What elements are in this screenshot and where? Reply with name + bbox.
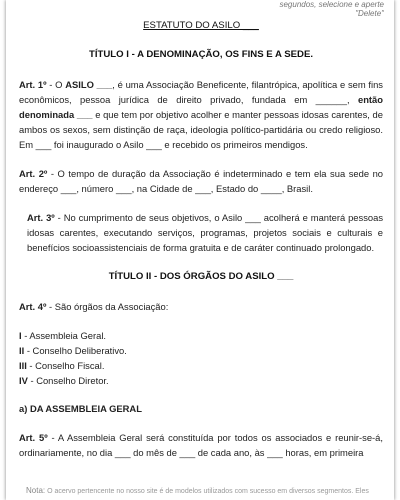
list-item: IV - Conselho Diretor. (19, 375, 109, 386)
article-5-label: Art. 5º (19, 432, 48, 443)
document-content (19, 18, 383, 474)
article-5: Art. 5º - A Assembleia Geral será constituída por todos os associados e reunir-se-á, ordinariamente, no dia ___ do mês de ___ de cada ano, às ___ horas, em primeira (19, 432, 383, 458)
subsection-assembleia: a) DA ASSEMBLEIA GERAL (19, 403, 142, 414)
article-3-label: Art. 3º (27, 212, 55, 223)
organs-list (19, 328, 383, 388)
former-name: então denominada ___ (19, 94, 383, 120)
article-1-label: Art. 1º (19, 79, 47, 90)
asilo-name: ASILO ___ (65, 79, 113, 90)
document-title: ESTATUTO DO ASILO ___ (143, 20, 259, 31)
document-page (6, 0, 394, 500)
list-item: III - Conselho Fiscal. (19, 360, 105, 371)
tooltip-line-2: "Delete" (355, 9, 384, 16)
article-4: Art. 4º - São órgãos da Associação: (19, 301, 169, 312)
tooltip-line-1: segundos, selecione e aperte (279, 0, 384, 9)
article-2: Art. 2º - O tempo de duração da Associação é indeterminado e tem ela sua sede no endereço ___, número ___, na Cidade de ___, Estado do ____, Brasil. (19, 168, 384, 194)
article-4-label: Art. 4º (19, 301, 47, 312)
section-title-1: TÍTULO I - A DENOMINAÇÃO, OS FINS E A SEDE. (88, 49, 314, 60)
section-title-2: TÍTULO II - DOS ÓRGÃOS DO ASILO ___ (108, 271, 294, 282)
footer-note: Nota: O acervo pertencente no nosso site é de modelos utilizados com sucesso em diversos segmentos. Eles (26, 486, 369, 495)
article-2-label: Art. 2º (19, 168, 48, 179)
list-item: II - Conselho Deliberativo. (19, 345, 127, 356)
list-item: I - Assembleia Geral. (19, 330, 107, 341)
delete-hint-tooltip (254, 0, 384, 16)
article-1: Art. 1º - O ASILO ___, é uma Associação Beneficente, filantrópica, apolítica e sem fins econômicos, pessoa jurídica de direito privado, fundada em ______, então denominada ___ e que tem por objetivo acolher e manter pessoas idosas carentes, de ambos os sexos, sem distinção de raça, ideologia político-partidária ou credo religioso. Em ___ foi inaugurado o Asilo ___ e recebido os primeiros mendigos. (19, 79, 383, 150)
article-3: Art. 3º - No cumprimento de seus objetivos, o Asilo ___ acolherá e manterá pessoas idosas carentes, executando serviços, programas, projetos sociais e culturais e benefícios socioassistenciais de forma gratuita e de caráter continuado prolongado. (27, 212, 384, 253)
